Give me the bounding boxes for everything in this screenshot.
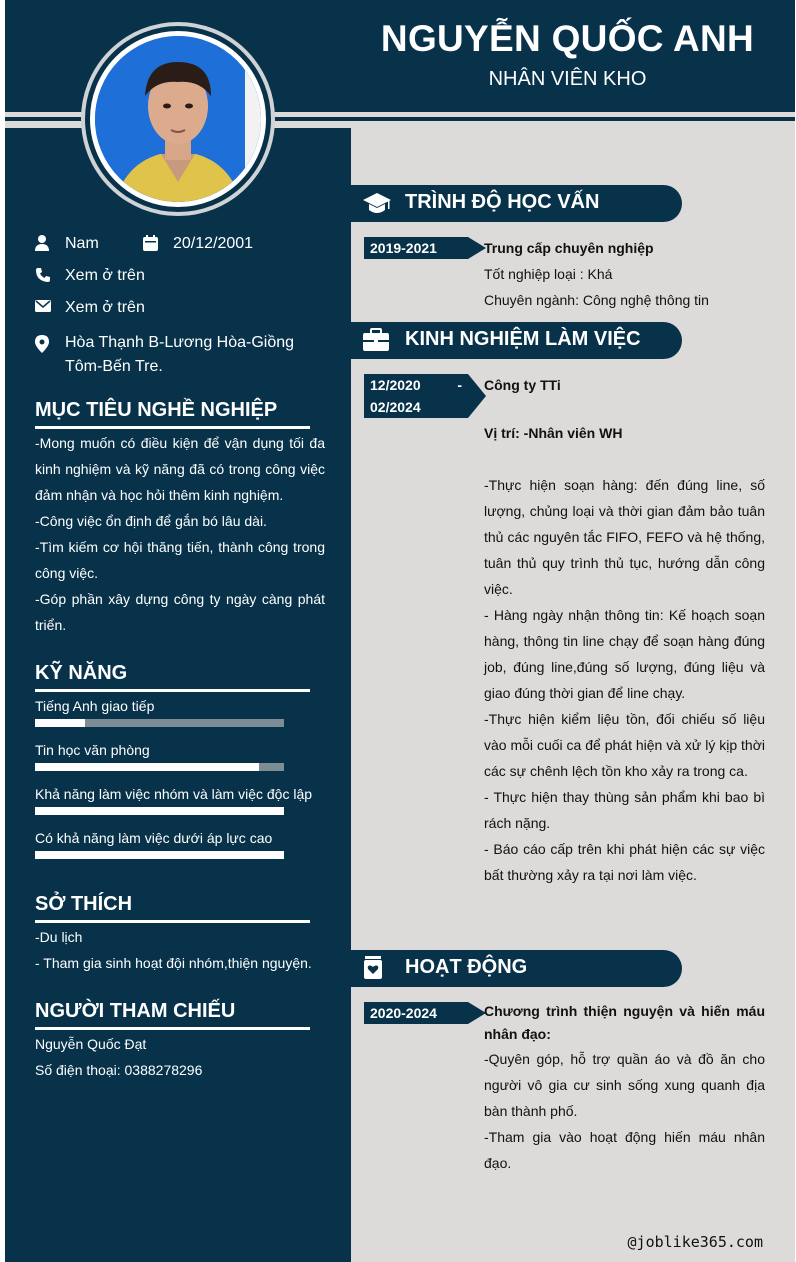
email-value: Xem ở trên (65, 299, 145, 316)
skill-fill (35, 807, 284, 815)
experience-title: KINH NGHIỆM LÀM VIỆC (405, 328, 641, 350)
graduation-cap-icon (363, 191, 389, 217)
address-row (35, 331, 335, 379)
education-band (351, 185, 682, 222)
experience-company: Công ty TTi (484, 377, 561, 393)
envelope-icon (35, 299, 65, 313)
skill-label: Tiếng Anh giao tiếp (35, 698, 155, 714)
hobby-line: - Tham gia sinh hoạt đội nhóm,thiện nguyện. (35, 955, 312, 971)
badge-heart-icon (363, 956, 389, 982)
references-rule (35, 1027, 310, 1030)
experience-line: -Thực hiện soạn hàng: đến đúng line, số lượng, chủng loại và thời gian đảm bảo tuân thủ các nguyên tắc FIFO, FEFO và hệ thống, tuân thủ quy trình thủ tục, hướng dẫn công việc. (484, 477, 765, 597)
phone-row (35, 267, 145, 285)
reference-line: Nguyễn Quốc Đạt (35, 1036, 147, 1052)
skill-fill (35, 719, 85, 727)
skill-fill (35, 851, 284, 859)
hobbies-rule (35, 920, 310, 923)
skill-bar (35, 851, 284, 859)
experience-line: - Báo cáo cấp trên khi phát hiện các sự việc bất thường xảy ra tại nơi làm việc. (484, 841, 765, 883)
candidate-name: NGUYỄN QUỐC ANH (380, 18, 755, 59)
experience-line: -Thực hiện kiểm liệu tồn, đối chiếu số liệu vào mỗi cuối ca để phát hiện và xử lý kịp thời các sự chênh lệch tồn kho xảy ra trong ca. (484, 711, 765, 779)
calendar-icon (143, 235, 173, 251)
objective-line: -Góp phần xây dựng công ty ngày càng phát triển. (35, 591, 325, 633)
references-title: NGƯỜI THAM CHIẾU (35, 1000, 236, 1022)
skills-title: KỸ NĂNG (35, 662, 128, 684)
experience-line: - Hàng ngày nhận thông tin: Kế hoạch soạn hàng, thông tin line chạy để soạn hàng đúng job, đúng line,đúng số lượng, đúng liệu và giao đúng thời gian để line chạy. (484, 607, 765, 701)
user-icon (35, 235, 65, 251)
email-row (35, 299, 145, 317)
activities-line: -Quyên góp, hỗ trợ quần áo và đồ ăn cho người vô gia cư sinh sống xung quanh địa bàn thành phố. (484, 1051, 765, 1119)
avatar (90, 31, 266, 207)
address-value: Hòa Thạnh B-Lương Hòa-Giồng Tôm-Bến Tre. (65, 334, 295, 375)
hobbies-text (35, 924, 325, 976)
education-line: Chuyên ngành: Công nghệ thông tin (484, 292, 709, 308)
gender-row (35, 235, 99, 253)
birthdate-value: 20/12/2001 (173, 235, 254, 252)
experience-line: - Thực hiện thay thùng sản phẩm khi bao bì rách nặng. (484, 789, 765, 831)
education-line: Tốt nghiệp loại : Khá (484, 266, 613, 282)
cv-page (5, 0, 795, 1262)
activities-line: -Tham gia vào hoạt động hiến máu nhân đạo. (484, 1129, 765, 1171)
experience-band (351, 322, 682, 359)
hobbies-title: SỞ THÍCH (35, 893, 133, 915)
experience-date-dash: - (457, 377, 462, 393)
hobby-line: -Du lịch (35, 929, 83, 945)
briefcase-icon (363, 328, 389, 354)
map-pin-icon (35, 331, 65, 353)
objective-line: -Công việc ổn định để gắn bó lâu dài. (35, 513, 267, 529)
experience-position: Vị trí: -Nhân viên WH (484, 425, 623, 441)
skill-label: Tin học văn phòng (35, 742, 150, 758)
activities-event: Chương trình thiện nguyện và hiến máu nhân đạo: (484, 1003, 765, 1042)
education-school: Trung cấp chuyên nghiệp (484, 240, 654, 256)
objective-text (35, 430, 325, 638)
activities-title: HOẠT ĐỘNG (405, 956, 528, 978)
objective-line: -Mong muốn có điều kiện để vận dụng tối đa kinh nghiệm và kỹ năng đã có trong công việc đảm nhận và học hỏi thêm kinh nghiệm. (35, 435, 325, 503)
skills-rule (35, 689, 310, 692)
activities-band (351, 950, 682, 987)
gender-value: Nam (65, 235, 99, 252)
skill-label: Khả năng làm việc nhóm và làm việc độc lập (35, 786, 313, 802)
objective-rule (35, 426, 310, 429)
phone-icon (35, 267, 65, 283)
phone-value: Xem ở trên (65, 267, 145, 284)
skill-fill (35, 763, 259, 771)
activities-details (484, 1000, 765, 1176)
skill-label: Có khả năng làm việc dưới áp lực cao (35, 830, 273, 846)
education-title: TRÌNH ĐỘ HỌC VẤN (405, 191, 600, 213)
experience-details (484, 372, 765, 888)
activities-date: 2020-2024 (364, 1002, 468, 1024)
birthdate-row (143, 235, 253, 253)
reference-line: Số điện thoại: 0388278296 (35, 1062, 203, 1078)
education-date: 2019-2021 (364, 237, 468, 259)
references-text (35, 1031, 325, 1083)
skill-bar (35, 719, 284, 727)
objective-title: MỤC TIÊU NGHỀ NGHIỆP (35, 399, 278, 421)
skill-bar (35, 763, 284, 771)
job-title: NHÂN VIÊN KHO (488, 68, 647, 90)
experience-date (364, 374, 468, 418)
portrait-photo (95, 36, 261, 202)
watermark: @joblike365.com (627, 1233, 763, 1251)
experience-date-start: 12/2020 (370, 377, 421, 393)
skill-bar (35, 807, 284, 815)
objective-line: -Tìm kiếm cơ hội thăng tiến, thành công trong công việc. (35, 539, 325, 581)
experience-date-end: 02/2024 (370, 399, 421, 415)
education-details (484, 235, 765, 313)
